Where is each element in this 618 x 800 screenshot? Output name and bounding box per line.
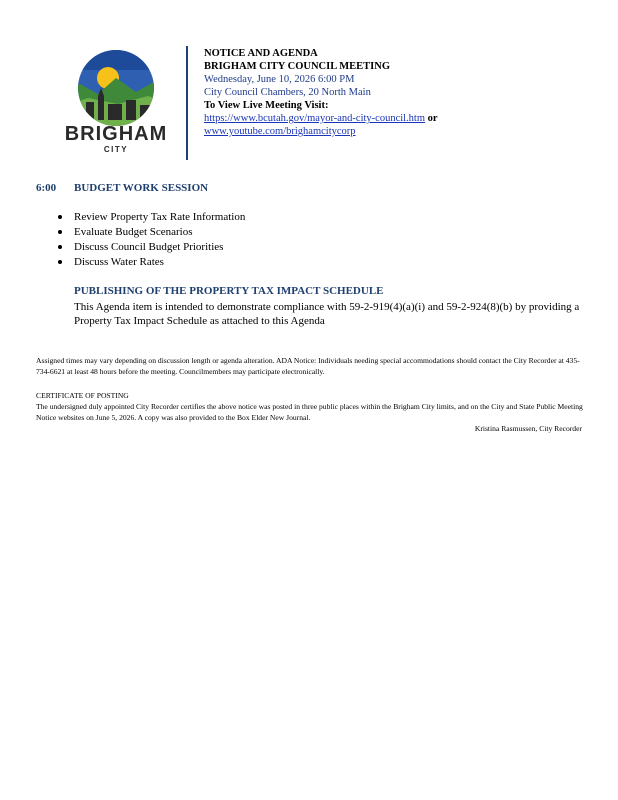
- list-item: Discuss Council Budget Priorities: [56, 240, 245, 255]
- header-block: [204, 47, 438, 138]
- brigham-city-logo: [58, 48, 174, 158]
- live-links-line: [204, 112, 438, 125]
- header-divider: [186, 46, 188, 160]
- logo-word: BRIGHAM: [64, 123, 168, 145]
- header-meeting-name: BRIGHAM CITY COUNCIL MEETING: [204, 61, 391, 72]
- session-time: 6:00: [36, 182, 57, 194]
- certificate-body: The undersigned duly appointed City Recorder certifies the above notice was posted in three public places within the Brigham City limits, and on the City and State Public Meeting Notice websites on June 5, 2026. A copy was also provided to the Box Elder New Journal.: [36, 402, 583, 422]
- council-website-link[interactable]: https://www.bcutah.gov/mayor-and-city-council.htm: [204, 113, 426, 124]
- session-heading: [36, 182, 208, 194]
- recorder-signature-line: Kristina Rasmussen, City Recorder: [474, 424, 582, 433]
- logo-subword: CITY: [103, 145, 129, 154]
- live-meeting-label: To View Live Meeting Visit:: [204, 100, 329, 111]
- or-text: or: [427, 113, 438, 124]
- logo-emblem-icon: [58, 48, 174, 126]
- publishing-body: This Agenda item is intended to demonstrate compliance with 59-2-919(4)(a)(i) and 59-2-924(8)(b) by providing a Property Tax Impact Schedule as attached to this Agenda: [74, 301, 580, 327]
- header-title: NOTICE AND AGENDA: [204, 48, 318, 59]
- publishing-heading: PUBLISHING OF THE PROPERTY TAX IMPACT SCHEDULE: [74, 285, 384, 297]
- ada-notice: Assigned times may vary depending on discussion length or agenda alteration. ADA Notice: Individuals needing special accommodations should contact the City Recorder at 435-734-6621 at least 48 hours before the meeting. Councilmembers may participate electronically.: [36, 356, 580, 376]
- list-item: Review Property Tax Rate Information: [56, 210, 245, 225]
- meeting-date: Wednesday, June 10, 2026 6:00 PM: [204, 74, 355, 85]
- session-title: BUDGET WORK SESSION: [74, 182, 209, 194]
- meeting-location: City Council Chambers, 20 North Main: [204, 87, 371, 98]
- certificate-title: CERTIFICATE OF POSTING: [36, 391, 129, 400]
- list-item: Discuss Water Rates: [56, 255, 245, 270]
- youtube-link[interactable]: www.youtube.com/brighamcitycorp: [204, 126, 356, 137]
- list-item: Evaluate Budget Scenarios: [56, 225, 245, 240]
- agenda-item-list: [56, 210, 245, 270]
